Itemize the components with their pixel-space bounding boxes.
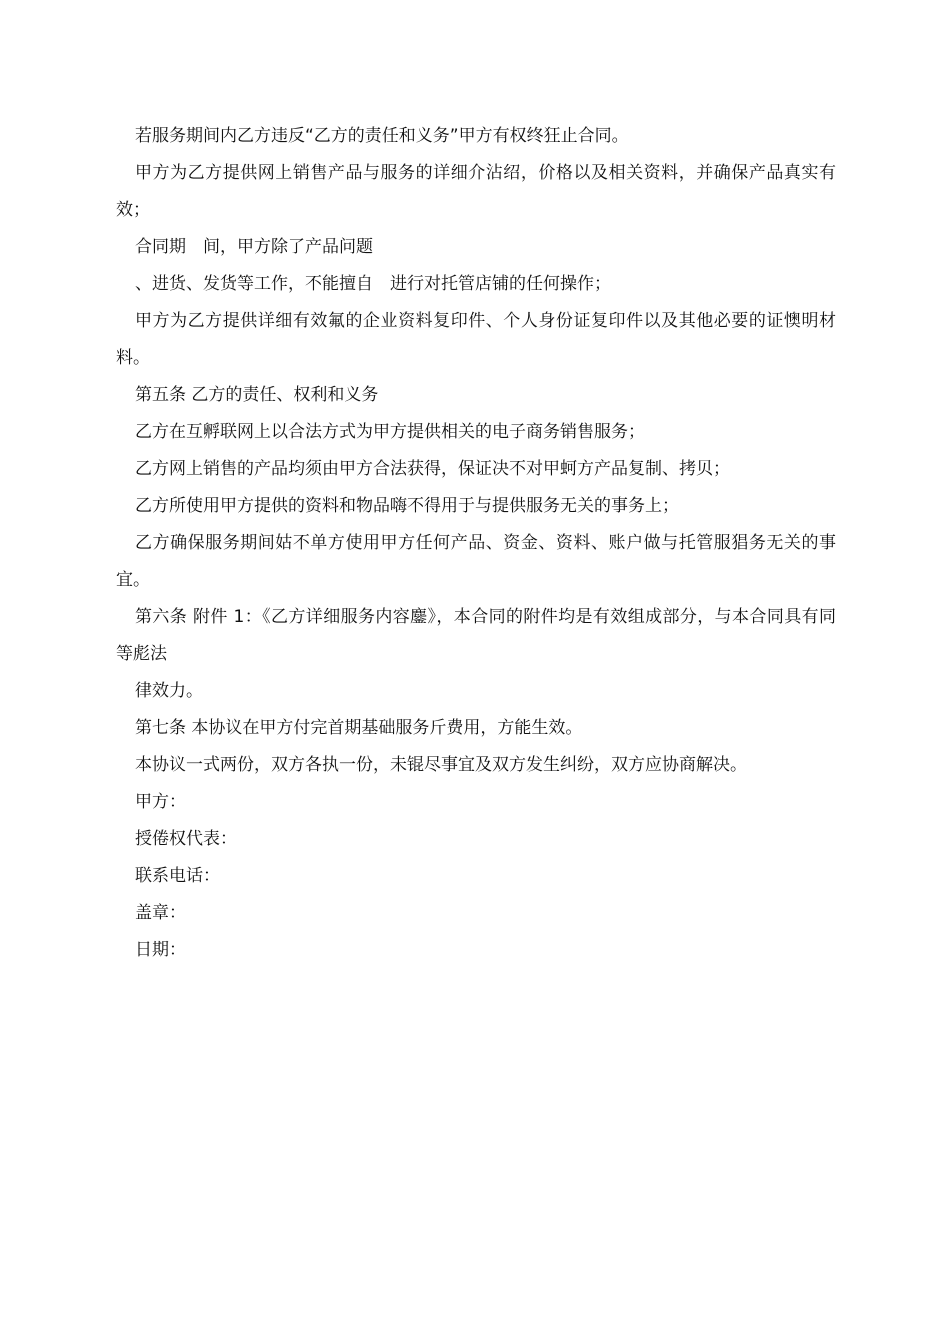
paragraph-materials-usage: 乙方所使用甲方提供的资料和物品嗨不得用于与提供服务无关的事务上； [135,496,679,516]
signature-phone: 联系电话： [135,866,220,886]
section-heading-article-7: 第七条 本协议在甲方付完首期基础服务斤费用，方能生效。 [135,718,583,738]
paragraph-ecommerce-service: 乙方在互孵联网上以合法方式为甲方提供相关的电子商务销售服务； [135,422,645,442]
paragraph-store-operation: 、进货、发货等工作，不能擅自 进行对托管店铺的任何操作； [135,274,611,294]
contract-body [116,118,836,969]
signature-party-a: 甲方： [135,792,186,812]
paragraph-product-info: 甲方为乙方提供网上销售产品与服务的详细介沾绍，价格以及相关资料，并确保产品真实有效； [116,163,836,220]
paragraph-termination: 若服务期间内乙方违反“乙方的责任和义务”甲方有权终狂止合同。 [135,126,629,146]
paragraph-product-copy: 乙方网上销售的产品均须由甲方合法获得，保证决不对甲蚵方产品复制、拷贝； [135,459,730,479]
paragraph-copies: 本协议一式两份，双方各执一份，未锟尽事宜及双方发生纠纷，双方应协商解决。 [135,755,747,775]
signature-date: 日期： [135,940,186,960]
signature-seal: 盖章： [135,903,186,923]
signature-authorized-rep: 授倦权代表： [135,829,237,849]
paragraph-service-period: 乙方确保服务期间姑不单方使用甲方任何产品、资金、资料、账户做与托管服猖务无关的事宜。 [116,533,836,590]
paragraph-contract-period: 合同期 间，甲方除了产品问题 [135,237,373,257]
paragraph-materials: 甲方为乙方提供详细有效氟的企业资料复印件、个人身份证复印件以及其他必要的证懊明材料。 [116,311,836,368]
section-heading-article-6: 第六条 附件 1：《乙方详细服务内容鏖》，本合同的附件均是有效组成部分，与本合同具有同等彪法 [116,607,836,664]
section-heading-article-5: 第五条 乙方的责任、权利和义务 [135,385,379,405]
paragraph-legal-effect: 律效力。 [135,681,203,701]
